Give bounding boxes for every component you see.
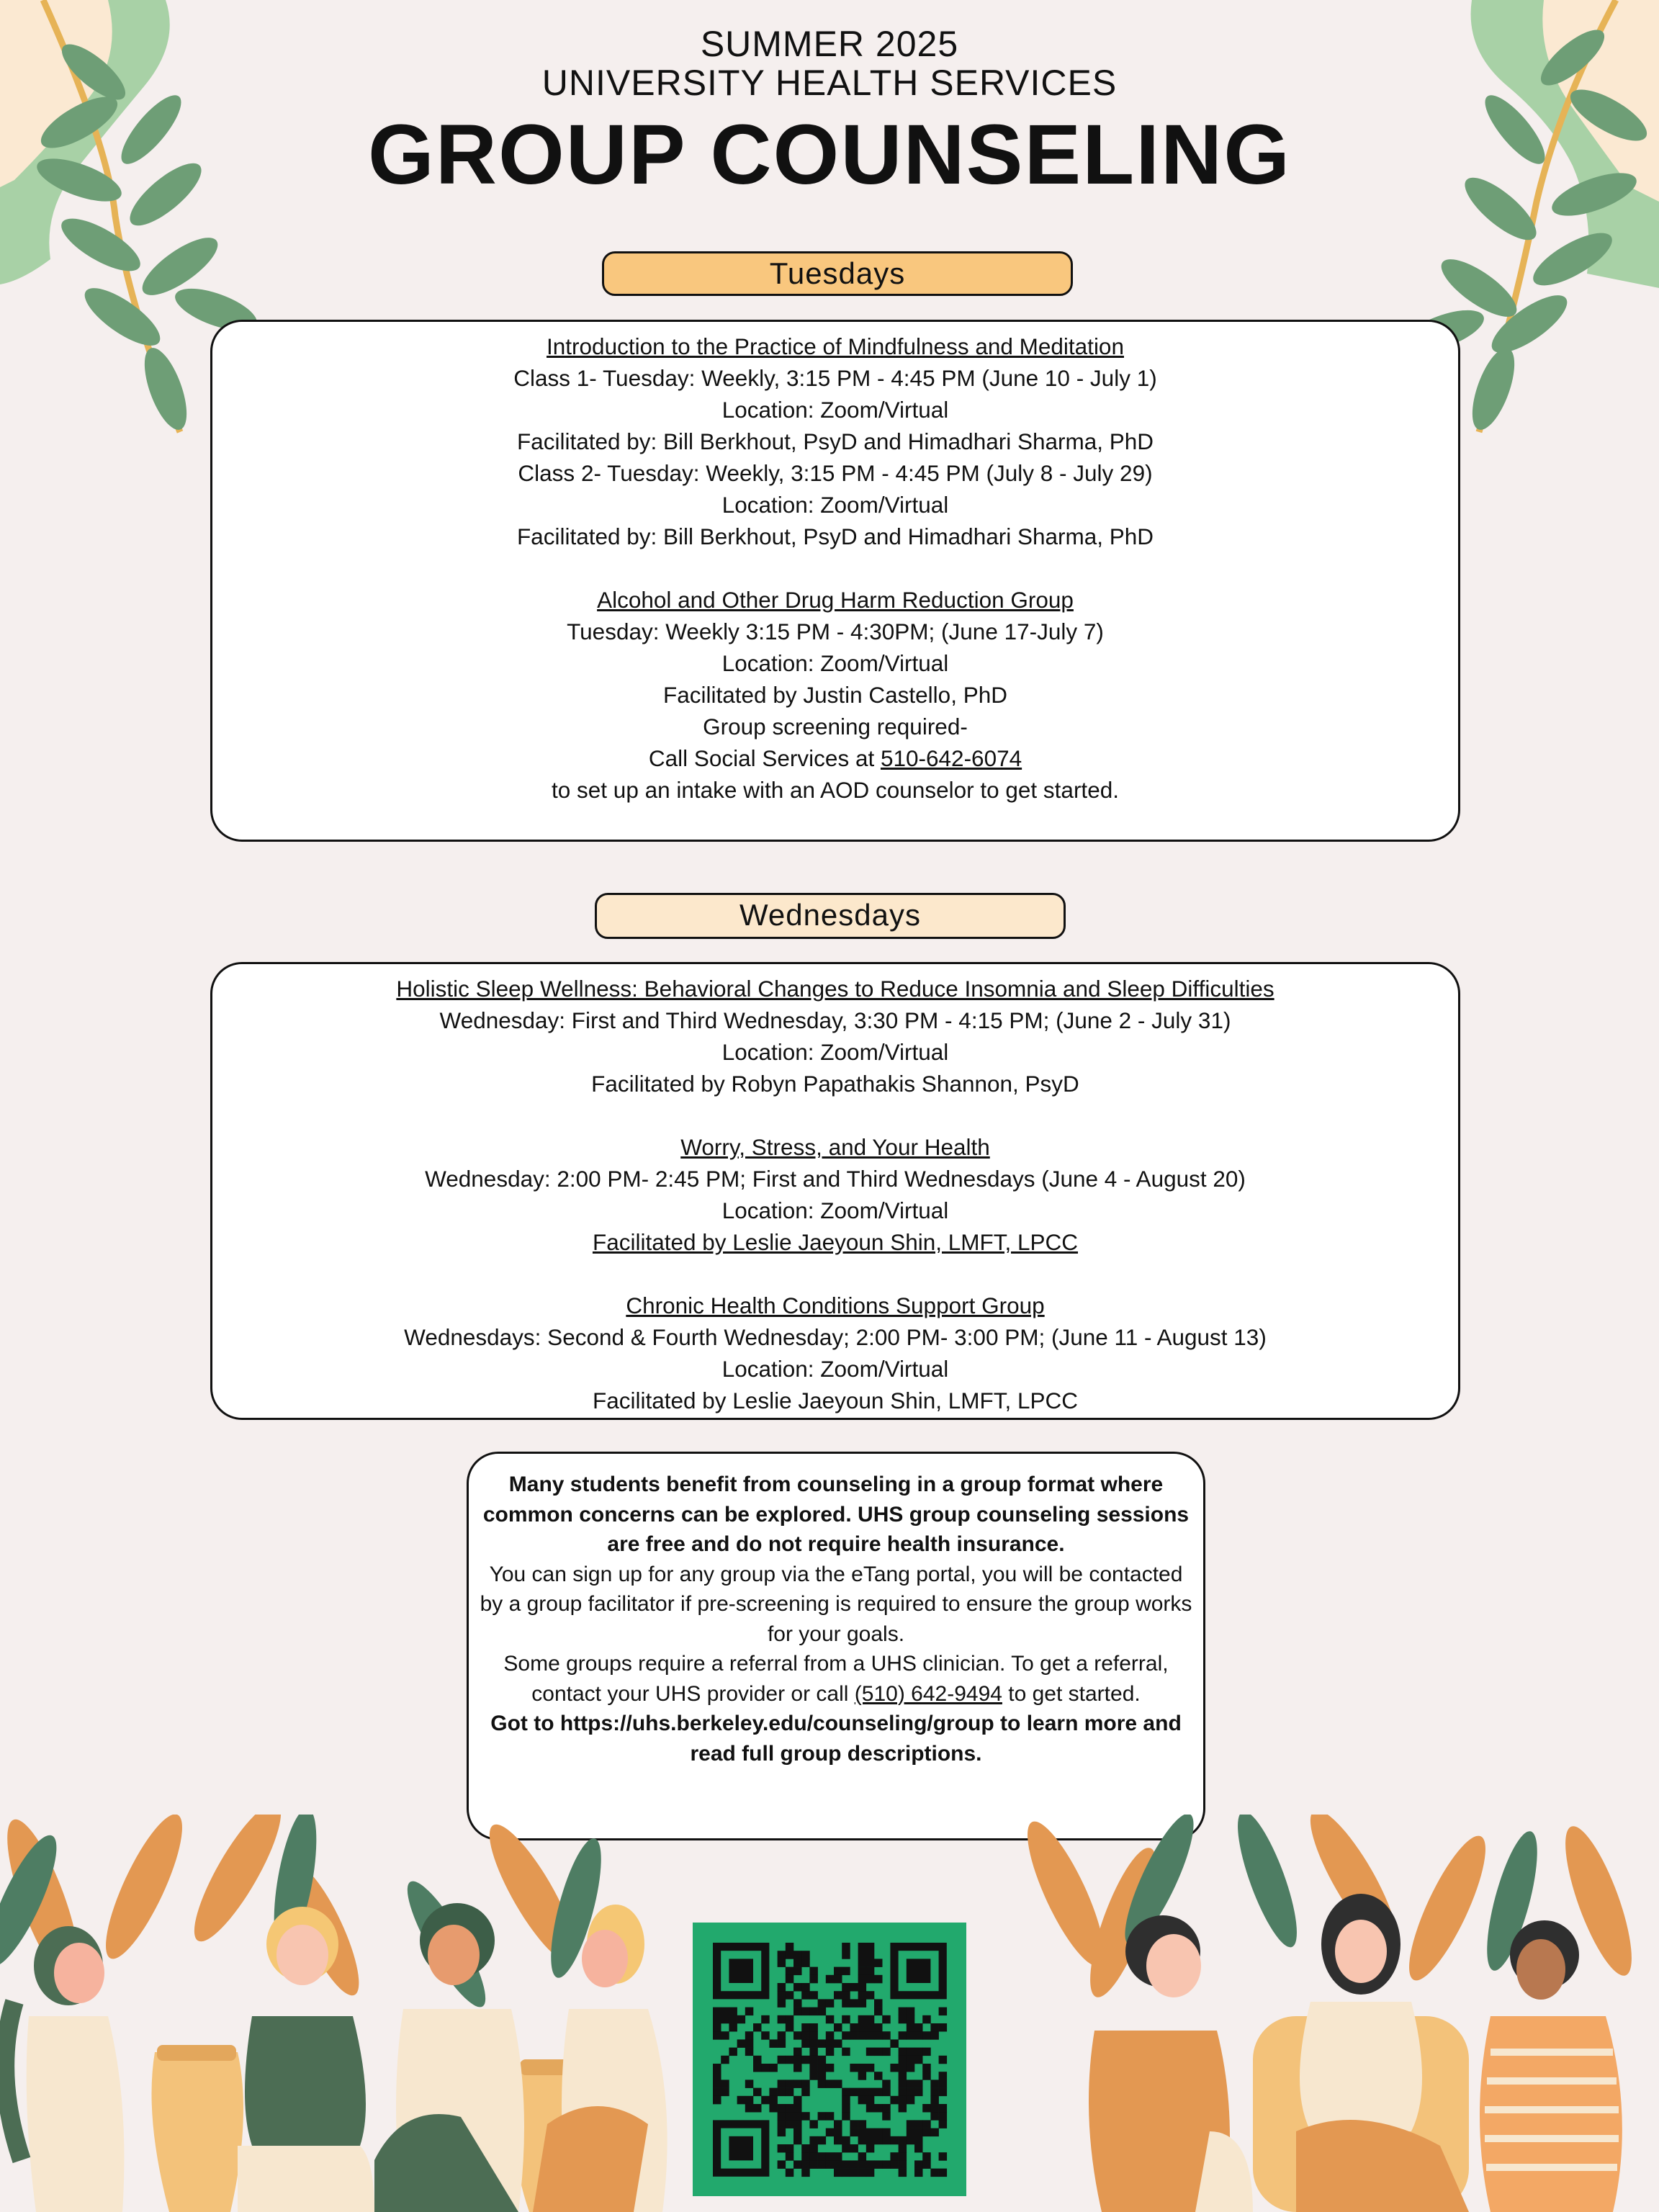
- schedule-line: [212, 394, 1458, 426]
- schedule-text: to set up an intake with an AOD counselor to get started.: [552, 777, 1119, 803]
- tuesdays-box: [210, 320, 1460, 842]
- schedule-line: [212, 1385, 1458, 1416]
- qr-code-icon[interactable]: [693, 1923, 966, 2196]
- schedule-text: Location: Zoom/Virtual: [721, 1197, 949, 1223]
- schedule-text: Facilitated by: Bill Berkhout, PsyD and Himadhari Sharma, PhD: [516, 523, 1154, 549]
- schedule-text: Facilitated by Leslie Jaeyoun Shin, LMFT, LPCC: [592, 1229, 1079, 1255]
- schedule-line: [212, 1068, 1458, 1100]
- wednesdays-box: [210, 962, 1460, 1420]
- schedule-text: Worry, Stress, and Your Health: [680, 1134, 990, 1160]
- schedule-line: [212, 647, 1458, 679]
- schedule-line: [212, 742, 1458, 774]
- schedule-text: Facilitated by: Bill Berkhout, PsyD and Himadhari Sharma, PhD: [516, 428, 1154, 454]
- schedule-line: [212, 489, 1458, 521]
- spacer: [212, 552, 1458, 584]
- schedule-text: Location: Zoom/Virtual: [721, 397, 949, 423]
- people-illustration-right: [1037, 1872, 1659, 2212]
- people-illustration-left: [0, 1887, 691, 2212]
- schedule-text: Location: Zoom/Virtual: [721, 1356, 949, 1382]
- referral-phone-link[interactable]: (510) 642-9494: [854, 1681, 1002, 1706]
- schedule-text: Introduction to the Practice of Mindfulness and Meditation: [547, 333, 1124, 359]
- schedule-text: Alcohol and Other Drug Harm Reduction Group: [597, 587, 1074, 613]
- schedule-line: [212, 711, 1458, 742]
- schedule-line: [212, 457, 1458, 489]
- group-title: [212, 331, 1458, 362]
- schedule-line: [212, 1004, 1458, 1036]
- schedule-text: Wednesday: 2:00 PM- 2:45 PM; First and Third Wednesdays (June 4 - August 20): [425, 1166, 1246, 1192]
- page-header: [0, 24, 1659, 202]
- schedule-text: Facilitated by Leslie Jaeyoun Shin, LMFT, LPCC: [592, 1388, 1079, 1413]
- schedule-line: [212, 1353, 1458, 1385]
- spacer: [212, 1100, 1458, 1131]
- schedule-text: Location: Zoom/Virtual: [721, 492, 949, 518]
- info-cta: Got to https://uhs.berkeley.edu/counseling/group to learn more and read full group descriptions.: [490, 1712, 1182, 1766]
- info-box: [467, 1452, 1205, 1840]
- schedule-line: [212, 426, 1458, 457]
- header-season: SUMMER 2025: [700, 24, 959, 64]
- schedule-text: Group screening required-: [703, 714, 968, 739]
- schedule-line: [212, 1321, 1458, 1353]
- schedule-line: [212, 774, 1458, 806]
- schedule-text: Class 2- Tuesday: Weekly, 3:15 PM - 4:45 PM (July 8 - July 29): [518, 460, 1153, 486]
- schedule-line: [212, 679, 1458, 711]
- schedule-line: [212, 1036, 1458, 1068]
- phone-link[interactable]: 510-642-6074: [880, 745, 1022, 771]
- group-title: [212, 1290, 1458, 1321]
- schedule-text: Wednesday: First and Third Wednesday, 3:30 PM - 4:15 PM; (June 2 - July 31): [439, 1007, 1231, 1033]
- group-title: [212, 1131, 1458, 1163]
- schedule-text: Chronic Health Conditions Support Group: [626, 1292, 1045, 1318]
- spacer: [212, 1258, 1458, 1290]
- group-title: [212, 1226, 1458, 1258]
- header-department: UNIVERSITY HEALTH SERVICES: [541, 63, 1118, 103]
- schedule-text: Holistic Sleep Wellness: Behavioral Changes to Reduce Insomnia and Sleep Difficulties: [396, 976, 1274, 1002]
- schedule-line: [212, 362, 1458, 394]
- wednesdays-label: Wednesdays: [595, 893, 1066, 939]
- schedule-text: Location: Zoom/Virtual: [721, 650, 949, 676]
- schedule-text: Facilitated by Robyn Papathakis Shannon, PsyD: [591, 1071, 1079, 1097]
- schedule-line: [212, 616, 1458, 647]
- schedule-line: [212, 521, 1458, 552]
- info-intro: Many students benefit from counseling in a group format where common concerns can be explored. UHS group counseling sessions are free and do not require health insurance.: [482, 1473, 1190, 1556]
- info-signup: You can sign up for any group via the eTang portal, you will be contacted by a group facilitator if pre-screening is required to ensure the group works for your goals.: [480, 1562, 1192, 1646]
- group-title: [212, 584, 1458, 616]
- info-referral-end: to get started.: [1002, 1681, 1141, 1706]
- schedule-line: [212, 1163, 1458, 1195]
- schedule-line: [212, 1195, 1458, 1226]
- info-referral-text: Some groups require a referral from a UHS clinician. To get a referral, contact your UHS provider or call: [503, 1652, 1169, 1706]
- schedule-text: Class 1- Tuesday: Weekly, 3:15 PM - 4:45 PM (June 10 - July 1): [513, 365, 1157, 391]
- schedule-text: Wednesdays: Second & Fourth Wednesday; 2:00 PM- 3:00 PM; (June 11 - August 13): [404, 1324, 1267, 1350]
- schedule-text: Location: Zoom/Virtual: [721, 1039, 949, 1065]
- schedule-text: Tuesday: Weekly 3:15 PM - 4:30PM; (June 17-July 7): [567, 619, 1104, 644]
- tuesdays-label: Tuesdays: [602, 251, 1073, 296]
- schedule-text: Call Social Services at: [648, 745, 881, 771]
- page-title: GROUP COUNSELING: [367, 107, 1292, 202]
- group-title: [212, 973, 1458, 1004]
- schedule-text: Facilitated by Justin Castello, PhD: [663, 682, 1007, 708]
- info-referral: [477, 1649, 1195, 1709]
- qr-code-pattern: [693, 1923, 966, 2196]
